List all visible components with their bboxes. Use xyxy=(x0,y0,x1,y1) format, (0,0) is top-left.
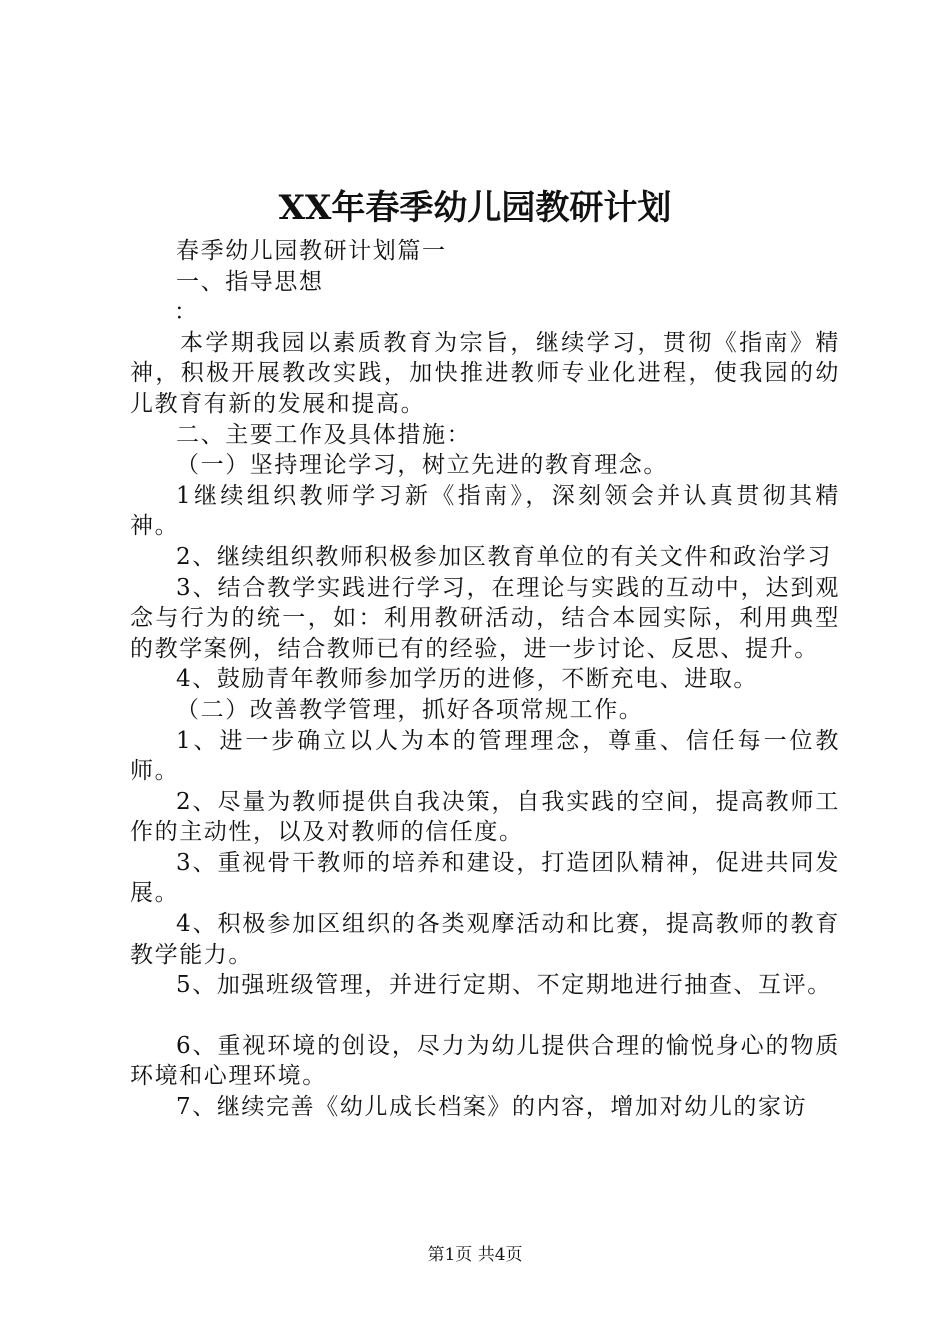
paragraph: 本学期我园以素质教育为宗旨，继续学习，贯彻《指南》精神，积极开展教改实践，加快推进教师专业化进程，使我园的幼儿教育有新的发展和提高。 xyxy=(130,329,840,417)
heading-colon: ： xyxy=(174,299,199,326)
list-item: 2、尽量为教师提供自我决策，自我实践的空间，提高教师工作的主动性，以及对教师的信任度。 xyxy=(130,788,840,846)
section-heading: 春季幼儿园教研计划篇一 xyxy=(176,238,447,264)
list-item: 3、结合教学实践进行学习，在理论与实践的互动中，达到观念与行为的统一，如：利用教研活动，结合本园实际，利用典型的教学案例，结合教师已有的经验，进一步讨论、反思、提升。 xyxy=(130,574,840,662)
list-item: 1、进一步确立以人为本的管理理念，尊重、信任每一位教师。 xyxy=(130,727,840,785)
list-item: 1继续组织教师学习新《指南》，深刻领会并认真贯彻其精神。 xyxy=(130,482,840,540)
subsection-heading: （一）坚持理论学习，树立先进的教育理念。 xyxy=(176,452,668,479)
list-item: 4、积极参加区组织的各类观摩活动和比赛，提高教师的教育教学能力。 xyxy=(130,911,840,968)
section-heading: 二、主要工作及具体措施： xyxy=(176,421,472,448)
document-title: XX年春季幼儿园教研计划 xyxy=(278,188,672,228)
page-number: 第1页 共4页 xyxy=(427,1245,523,1265)
list-item: 3、重视骨干教师的培养和建设，打造团队精神，促进共同发展。 xyxy=(130,849,840,907)
list-item: 7、继续完善《幼儿成长档案》的内容，增加对幼儿的家访 xyxy=(176,1094,808,1121)
section-heading: 一、指导思想 xyxy=(176,268,324,295)
document-body xyxy=(130,236,840,1123)
subsection-heading: （二）改善教学管理，抓好各项常规工作。 xyxy=(176,696,644,723)
list-item: 5、加强班级管理，并进行定期、不定期地进行抽查、互评。 xyxy=(176,972,832,999)
list-item: 2、继续组织教师积极参加区教育单位的有关文件和政治学习 xyxy=(176,543,832,570)
list-item: 4、鼓励青年教师参加学历的进修，不断充电、进取。 xyxy=(176,666,759,693)
list-item: 6、重视环境的创设，尽力为幼儿提供合理的愉悦身心的物质环境和心理环境。 xyxy=(130,1032,840,1090)
